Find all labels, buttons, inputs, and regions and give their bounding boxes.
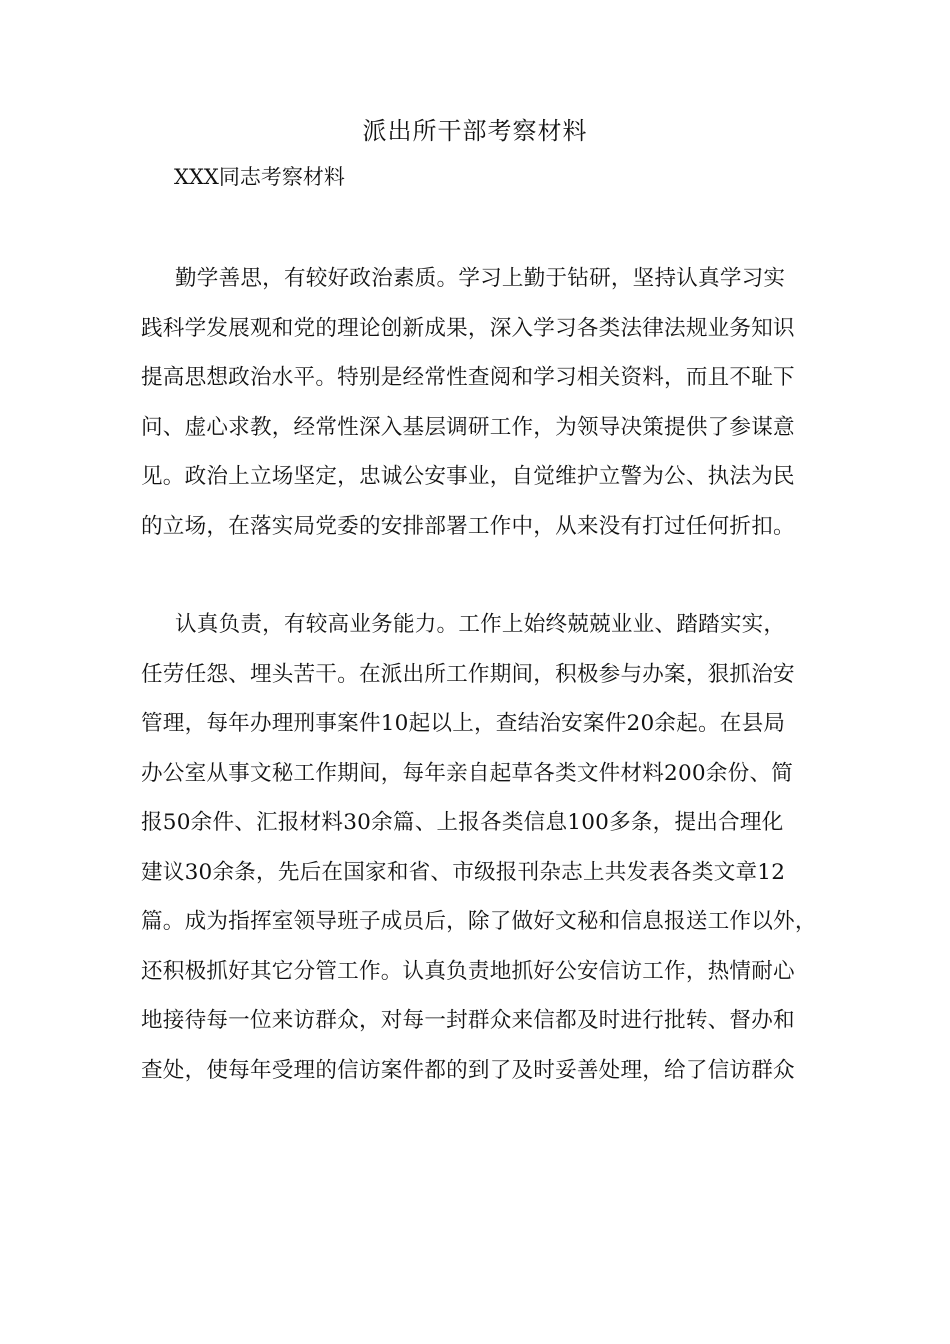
paragraph-line: 办公室从事文秘工作期间，每年亲自起草各类文件材料200余份、简 [141,760,794,786]
paragraph-line: 认真负责，有较高业务能力。工作上始终兢兢业业、踏踏实实， [175,612,786,637]
paragraph-line: 见。政治上立场坚定，忠诚公安事业，自觉维护立警为公、执法为民 [141,464,795,489]
paragraph-line: 报50余件、汇报材料30余篇、上报各类信息100多条，提出合理化 [141,810,784,835]
document-subtitle: XXX同志考察材料 [174,165,345,189]
paragraph-line: 的立场，在落实局党委的安排部署工作中，从来没有打过任何折扣。 [141,513,795,539]
paragraph-line: 践科学发展观和党的理论创新成果，深入学习各类法律法规业务知识 [141,315,795,341]
paragraph-line: 管理，每年办理刑事案件10起以上，查结治安案件20余起。在县局 [141,711,786,736]
paragraph-work-ability [141,600,841,1095]
paragraph-line: 勤学善思，有较好政治素质。学习上勤于钻研，坚持认真学习实 [175,266,786,291]
document-title: 派出所干部考察材料 [362,117,588,145]
paragraph-line: 提高思想政治水平。特别是经常性查阅和学习相关资料，而且不耻下 [141,365,795,390]
paragraph-line: 查处，使每年受理的信访案件都的到了及时妥善处理，给了信访群众 [141,1057,795,1083]
paragraph-line: 地接待每一位来访群众，对每一封群众来信都及时进行批转、督办和 [141,1008,795,1033]
paragraph-political-quality [141,254,841,551]
paragraph-line: 篇。成为指挥室领导班子成员后，除了做好文秘和信息报送工作以外， [141,909,817,934]
paragraph-line: 任劳任怨、埋头苦干。在派出所工作期间，积极参与办案，狠抓治安 [141,661,795,687]
paragraph-line: 建议30余条，先后在国家和省、市级报刊杂志上共发表各类文章12 [141,859,786,885]
paragraph-line: 问、虚心求教，经常性深入基层调研工作，为领导决策提供了参谋意 [141,414,795,440]
paragraph-line: 还积极抓好其它分管工作。认真负责地抓好公安信访工作，热情耐心 [141,958,795,984]
